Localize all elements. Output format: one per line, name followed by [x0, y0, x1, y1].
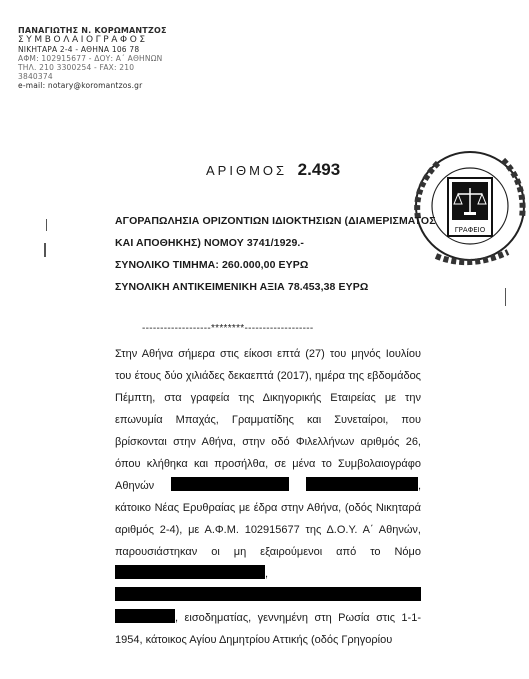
margin-mark: [44, 243, 46, 257]
notary-name: ΠΑΝΑΓΙΩΤΗΣ Ν. ΚΟΡΩΜΑΝΤΖΟΣ: [18, 26, 167, 35]
notary-tax-id: ΑΦΜ: 102915677 - ΔΟΥ: Α΄ ΑΘΗΝΩΝ: [18, 54, 163, 63]
deed-title-block: [115, 210, 436, 298]
redaction-block: [115, 587, 421, 601]
redaction-block: [306, 477, 418, 491]
act-number: [206, 160, 340, 180]
redaction-block: [171, 477, 289, 491]
deed-title-line-1: ΑΓΟΡΑΠΩΛΗΣΙΑ ΟΡΙΖΟΝΤΙΩΝ ΙΔΙΟΚΤΗΣΙΩΝ (ΔΙΑΜΕΡΙΣΜΑΤΟΣ: [115, 215, 436, 227]
notary-address: ΝΙΚΗΤΑΡΑ 2-4 - ΑΘΗΝΑ 106 78: [18, 45, 140, 54]
deed-paragraph: [115, 343, 421, 651]
deed-body: [115, 343, 421, 651]
body-text-segment-1: Στην Αθήνα σήμερα στις είκοσι επτά (27) του μηνός Ιουλίου του έτους δύο χιλιάδες δεκαεπτά (2017), ημέρα της εβδομάδος Πέμπτη, στα γραφεία της Δικηγορικής Εταιρείας με την επωνυμία Μπαχάς, Γραμματίδης και Συνεταίροι, που βρίσκονται στην Αθήνα, στην οδό Φιλελλήνων αριθμός 26, όπου κλήθηκα και προσήλθα, σε μένα το Συμβολαιογράφο Αθηνών: [115, 348, 421, 492]
margin-mark: [505, 288, 506, 306]
body-comma: ,: [265, 568, 269, 580]
notary-email: e-mail: notary@koromantzos.gr: [18, 81, 143, 90]
notary-title: ΣΥΜΒΟΛΑΙΟΓΡΑΦΟΣ: [18, 35, 148, 45]
section-divider: -------------------********-------------------: [142, 323, 314, 334]
redaction-block: [115, 565, 265, 579]
act-number-value: 2.493: [297, 160, 341, 179]
redaction-block: [115, 609, 175, 623]
body-text-segment-3: , εισοδηματίας, γεννημένη στη Ρωσία στις 1-1-1954, κάτοικος Αγίου Δημητρίου Αττικής (οδός Γρηγορίου: [115, 612, 421, 646]
objective-value: ΣΥΝΟΛΙΚΗ ΑΝΤΙΚΕΙΜΕΝΙΚΗ ΑΞΙΑ 78.453,38 ΕΥΡΩ: [115, 281, 369, 293]
act-number-label: ΑΡΙΘΜΟΣ: [206, 163, 288, 178]
notary-letterhead: [18, 26, 168, 90]
deed-title-line-2: ΚΑΙ ΑΠΟΘΗΚΗΣ) ΝΟΜΟΥ 3741/1929.-: [115, 237, 305, 249]
total-price: ΣΥΝΟΛΙΚΟ ΤΙΜΗΜΑ: 260.000,00 ΕΥΡΩ: [115, 259, 309, 271]
body-text-segment-2: , κάτοικο Νέας Ερυθραίας με έδρα στην Αθήνα, (οδός Νικηταρά αριθμός 2-4), με Α.Φ.Μ. 102915677 της Δ.Ο.Υ. Α΄ Αθηνών, παρουσιάστηκαν οι μη εξαιρούμενοι από το Νόμο: [115, 480, 422, 558]
notary-seal-icon: [408, 148, 528, 268]
notary-phone: ΤΗΛ. 210 3300254 - FAX: 210 3840374: [18, 63, 135, 81]
margin-mark: [46, 219, 47, 231]
svg-text:ΓΡΑΦΕΙΟ: ΓΡΑΦΕΙΟ: [454, 226, 486, 234]
